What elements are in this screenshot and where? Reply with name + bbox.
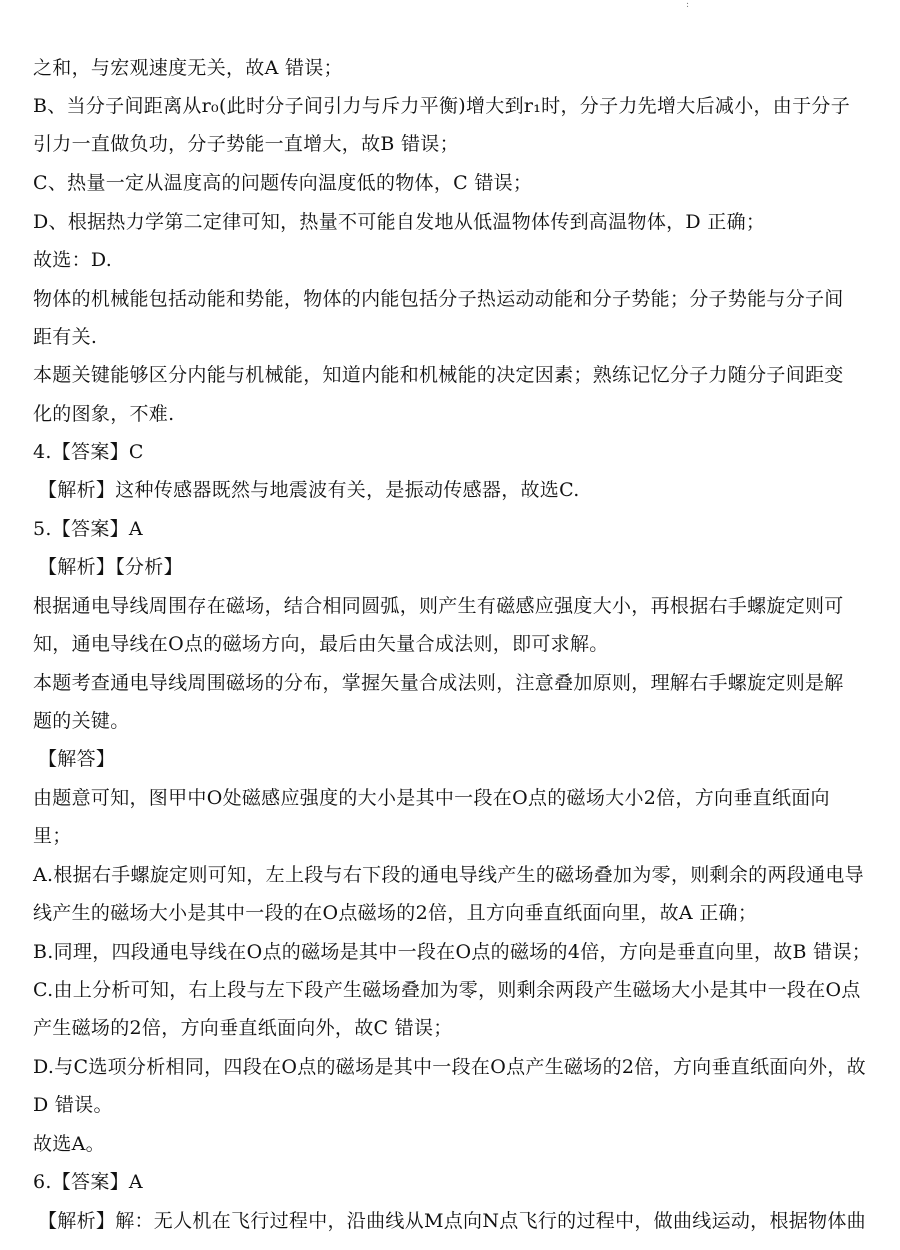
text-line: 里；	[33, 825, 72, 847]
text-line: 故选：D.	[33, 249, 113, 271]
text-line: A.根据右手螺旋定则可知，左上段与右下段的通电导线产生的磁场叠加为零，则剩余的两段通电导	[33, 864, 864, 886]
text-line: 化的图象，不难.	[33, 403, 175, 425]
text-line: 【解析】这种传感器既然与地震波有关，是振动传感器，故选C.	[38, 479, 580, 501]
text-line: B、当分子间距离从r₀(此时分子间引力与斥力平衡)增大到r₁时，分子力先增大后减小，由于分子	[33, 95, 850, 117]
text-line: 距有关.	[33, 326, 98, 348]
text-line: 之和，与宏观速度无关，故A 错误；	[33, 57, 343, 79]
text-line: 本题考查通电导线周围磁场的分布，掌握矢量合成法则，注意叠加原则，理解右手螺旋定则是解	[33, 672, 844, 694]
text-line: C.由上分析可知，右上段与左下段产生磁场叠加为零，则剩余两段产生磁场大小是其中一段在O点	[33, 979, 861, 1001]
text-line: 题的关键。	[33, 710, 130, 732]
text-line: D 错误。	[33, 1094, 113, 1116]
text-line: C、热量一定从温度高的问题传向温度低的物体，C 错误；	[33, 172, 533, 194]
text-line: 引力一直做负功，分子势能一直增大，故B 错误；	[33, 133, 459, 155]
answer-heading: 4.【答案】C	[33, 441, 144, 463]
text-line: 知，通电导线在O点的磁场方向，最后由矢量合成法则，即可求解。	[33, 633, 609, 655]
text-line: D、根据热力学第二定律可知，热量不可能自发地从低温物体传到高温物体，D 正确；	[33, 211, 766, 233]
text-line: 物体的机械能包括动能和势能，物体的内能包括分子热运动动能和分子势能；分子势能与分子间	[33, 288, 844, 310]
text-line: 【解析】解：无人机在飞行过程中，沿曲线从M点向N点飞行的过程中，做曲线运动，根据物体曲	[38, 1210, 866, 1232]
text-line: 故选A。	[33, 1133, 105, 1155]
text-line: 由题意可知，图甲中O处磁感应强度的大小是其中一段在O点的磁场大小2倍，方向垂直纸面向	[33, 787, 830, 809]
text-line: B.同理，四段通电导线在O点的磁场是其中一段在O点的磁场的4倍，方向是垂直向里，故B 错误；	[33, 941, 872, 963]
answer-heading: 5.【答案】A	[33, 518, 143, 540]
text-line: D.与C选项分析相同，四段在O点的磁场是其中一段在O点产生磁场的2倍，方向垂直纸面向外，故	[33, 1056, 866, 1078]
page-marker: :	[686, 0, 690, 10]
text-line: 【解析】【分析】	[38, 556, 183, 578]
text-line: 本题关键能够区分内能与机械能，知道内能和机械能的决定因素；熟练记忆分子力随分子间距变	[33, 364, 844, 386]
text-line: 线产生的磁场大小是其中一段的在O点磁场的2倍，且方向垂直纸面向里，故A 正确；	[33, 902, 758, 924]
section-heading: 【解答】	[38, 748, 116, 770]
text-line: 产生磁场的2倍，方向垂直纸面向外，故C 错误；	[33, 1017, 453, 1039]
text-line: 根据通电导线周围存在磁场，结合相同圆弧，则产生有磁感应强度大小，再根据右手螺旋定则可	[33, 595, 844, 617]
answer-heading: 6.【答案】A	[33, 1171, 143, 1193]
